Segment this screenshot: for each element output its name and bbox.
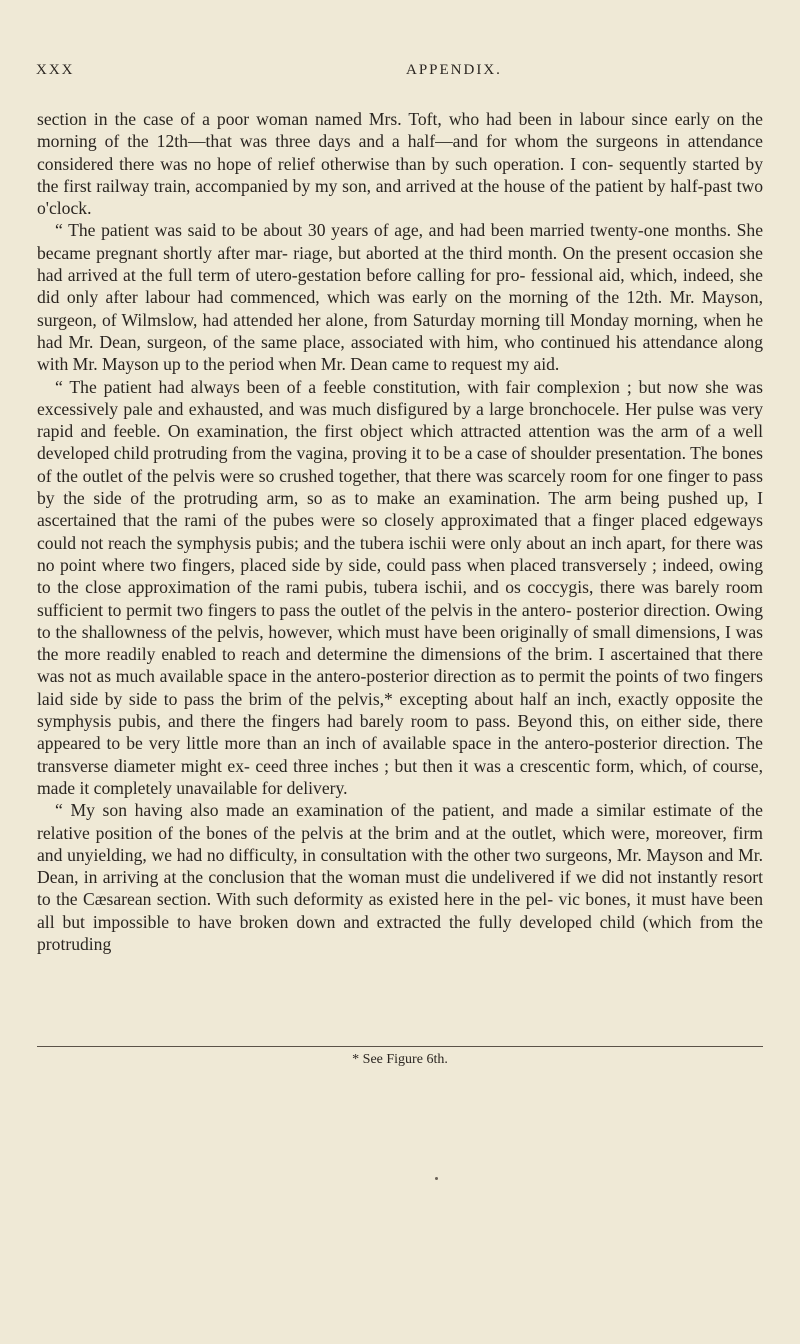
paragraph: section in the case of a poor woman named Mrs. Toft, who had been in labour since early on the morning of the 12th—that was three days and a half—and for whom the surgeons in attendance considered there was no hope of relief otherwise than by such operation. I con- sequently started by the first railway train, accompanied by my son, and arrived at the house of the patient by half-past two o'clock. xyxy=(37,109,763,219)
body-text xyxy=(37,108,763,955)
page-header xyxy=(36,62,764,86)
footnote: * See Figure 6th. xyxy=(352,1052,448,1067)
footnote-rule xyxy=(37,1046,763,1047)
page-number: XXX xyxy=(36,62,75,78)
paragraph: “ The patient was said to be about 30 years of age, and had been married twenty-one months. She became pregnant shortly after mar- riage, but aborted at the third month. On the present occasion she had arrived at the full term of utero-gestation before calling for pro- fessional aid, which, indeed, she did only after labour had commenced, which was early on the morning of the 12th. Mr. Mayson, surgeon, of Wilmslow, had attended her alone, from Saturday morning till Monday morning, when he had Mr. Dean, surgeon, of the same place, associated with him, who continued his attendance along with Mr. Mayson up to the period when Mr. Dean came to request my aid. xyxy=(37,220,763,375)
running-title: APPENDIX. xyxy=(406,62,502,78)
paper-speck xyxy=(435,1177,438,1180)
paragraph: “ My son having also made an examination of the patient, and made a similar estimate of the relative position of the bones of the pelvis at the brim and at the outlet, which were, moreover, firm and unyielding, we had no difficulty, in consultation with the other two surgeons, Mr. Mayson and Mr. Dean, in arriving at the conclusion that the woman must die undelivered if we did not instantly resort to the Cæsarean section. With such deformity as existed here in the pel- vic bones, it must have been all but impossible to have broken down and extracted the fully developed child (which from the protruding xyxy=(37,800,763,954)
paragraph: “ The patient had always been of a feeble constitution, with fair complexion ; but now she was excessively pale and exhausted, and was much disfigured by a large bronchocele. Her pulse was very rapid and feeble. On examination, the first object which attracted attention was the arm of a well developed child protruding from the vagina, proving it to be a case of shoulder presentation. The bones of the outlet of the pelvis were so crushed together, that there was scarcely room for one finger to pass by the side of the protruding arm, so as to make an examination. The arm being pushed up, I ascertained that the rami of the pubes were so closely approximated that a finger placed edgeways could not reach the symphysis pubis; and the tubera ischii were only about an inch apart, for there was no point where two fingers, placed side by side, could pass when placed transversely ; indeed, owing to the close approximation of the rami pubis, tubera ischii, and os coccygis, there was barely room sufficient to permit two fingers to pass the outlet of the pelvis in the antero- posterior direction. Owing to the shallowness of the pelvis, however, which must have been originally of small dimensions, I was the more readily enabled to reach and determine the dimensions of the brim. I ascertained that there was not as much available space in the antero-posterior direction as to permit the points of two fingers laid side by side to pass the brim of the pelvis,* excepting about half an inch, exactly opposite the symphysis pubis, and there the fingers had barely room to pass. Beyond this, on either side, there appeared to be very little more than an inch of available space in the antero-posterior direction. The transverse diameter might ex- ceed three inches ; but then it was a crescentic form, which, of course, made it completely unavailable for delivery. xyxy=(37,376,763,798)
